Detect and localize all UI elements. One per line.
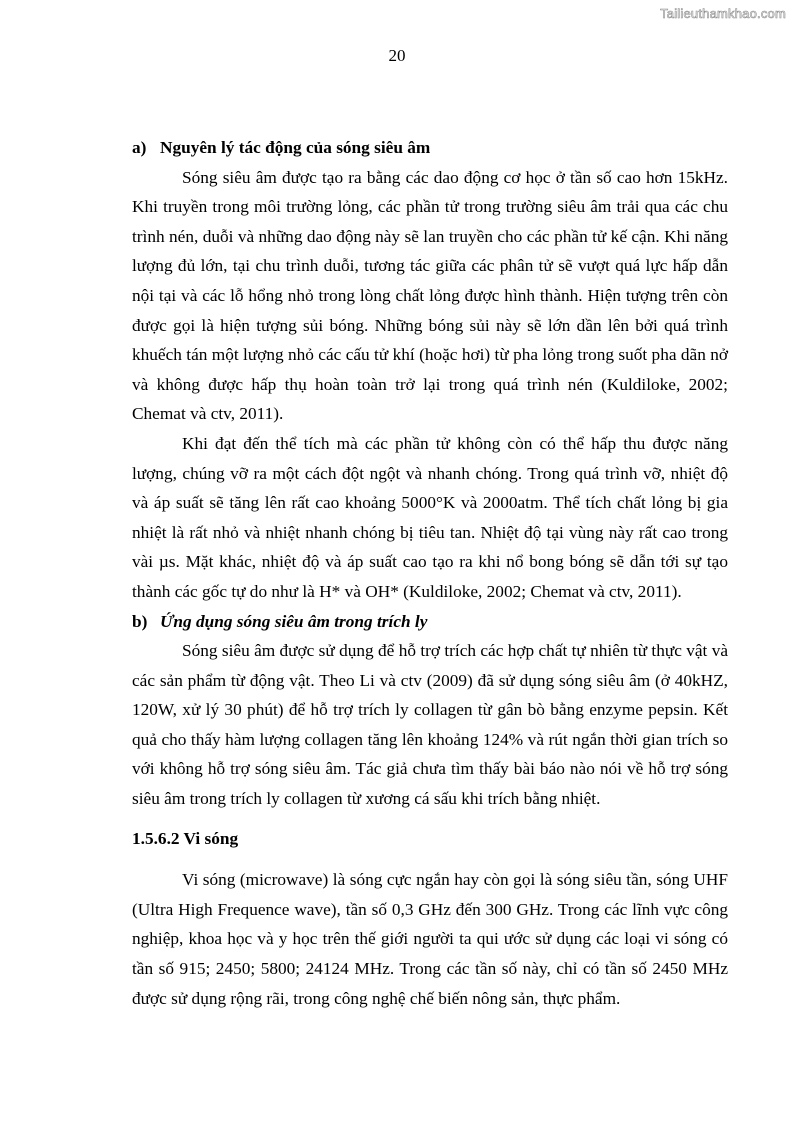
paragraph: Sóng siêu âm được tạo ra bằng các dao động cơ học ở tần số cao hơn 15kHz. Khi truyền trong môi trường lỏng, các phần tử trong trường siêu âm trải qua các chu trình nén, duỗi và những dao động này sẽ lan truyền cho các phần tử kế cận. Khi năng lượng đủ lớn, tại chu trình duỗi, tương tác giữa các phân tử sẽ vượt quá lực hấp dẫn nội tại và các lỗ hổng nhỏ trong lòng chất lỏng được hình thành. Hiện tượng trên còn được gọi là hiện tượng sủi bóng. Những bóng sủi này sẽ lớn dần lên bởi quá trình khuếch tán một lượng nhỏ các cấu tử khí (hoặc hơi) từ pha lỏng trong suốt pha dãn nở và không được hấp thụ hoàn toàn trở lại trong quá trình nén (Kuldiloke, 2002; Chemat và ctv, 2011).	[132, 167, 728, 424]
paragraph: Sóng siêu âm được sử dụng để hỗ trợ trích các hợp chất tự nhiên từ thực vật và các sản phẩm từ động vật. Theo Li và ctv (2009) đã sử dụng sóng siêu âm (ở 40kHZ, 120W, xử lý 30 phút) để hỗ trợ trích ly collagen từ gân bò bằng enzyme pepsin. Kết quả cho thấy hàm lượng collagen tăng lên khoảng 124% và rút ngắn thời gian trích so với không hỗ trợ sóng siêu âm. Tác giả chưa tìm thấy bài báo nào nói về hỗ trợ sóng siêu âm trong trích ly collagen từ xương cá sấu khi trích bằng nhiệt.	[132, 641, 728, 809]
page-number: 20	[388, 46, 406, 65]
document-body	[132, 133, 728, 1013]
section-a-marker: a)	[132, 138, 147, 157]
section-b-marker: b)	[132, 611, 148, 631]
section-b-heading	[132, 607, 728, 637]
watermark-text: Tailieuthamkhao.com	[660, 6, 786, 21]
section-a-heading	[132, 133, 728, 163]
paragraph: Vi sóng (microwave) là sóng cực ngắn hay còn gọi là sóng siêu tần, sóng UHF (Ultra High Frequence wave), tần số 0,3 GHz đến 300 GHz. Trong các lĩnh vực công nghiệp, khoa học và y học trên thế giới người ta qui ước sử dụng các loại vi sóng có tần số 915; 2450; 5800; 24124 MHz. Trong các tần số này, chỉ có tần số 2450 MHz được sử dụng rộng rãi, trong công nghệ chế biến nông sản, thực phẩm.	[132, 870, 728, 1008]
section-a-title: Nguyên lý tác động của sóng siêu âm	[160, 138, 431, 157]
paragraph: Khi đạt đến thể tích mà các phần tử không còn có thể hấp thu được năng lượng, chúng vỡ ra một cách đột ngột và nhanh chóng. Trong quá trình vỡ, nhiệt độ và áp suất sẽ tăng lên rất cao khoảng 5000°K và 2000atm. Thể tích chất lỏng bị gia nhiệt là rất nhỏ và nhiệt nhanh chóng bị tiêu tan. Nhiệt độ tại vùng này rất cao trong vài µs. Mặt khác, nhiệt độ và áp suất cao tạo ra khi nổ bong bóng sẽ dẫn tới sự tạo thành các gốc tự do như là H* và OH* (Kuldiloke, 2002; Chemat và ctv, 2011).	[132, 433, 728, 601]
section-b-title: Ứng dụng sóng siêu âm trong trích ly	[160, 611, 428, 631]
subsection-heading: 1.5.6.2 Vi sóng	[132, 828, 239, 848]
